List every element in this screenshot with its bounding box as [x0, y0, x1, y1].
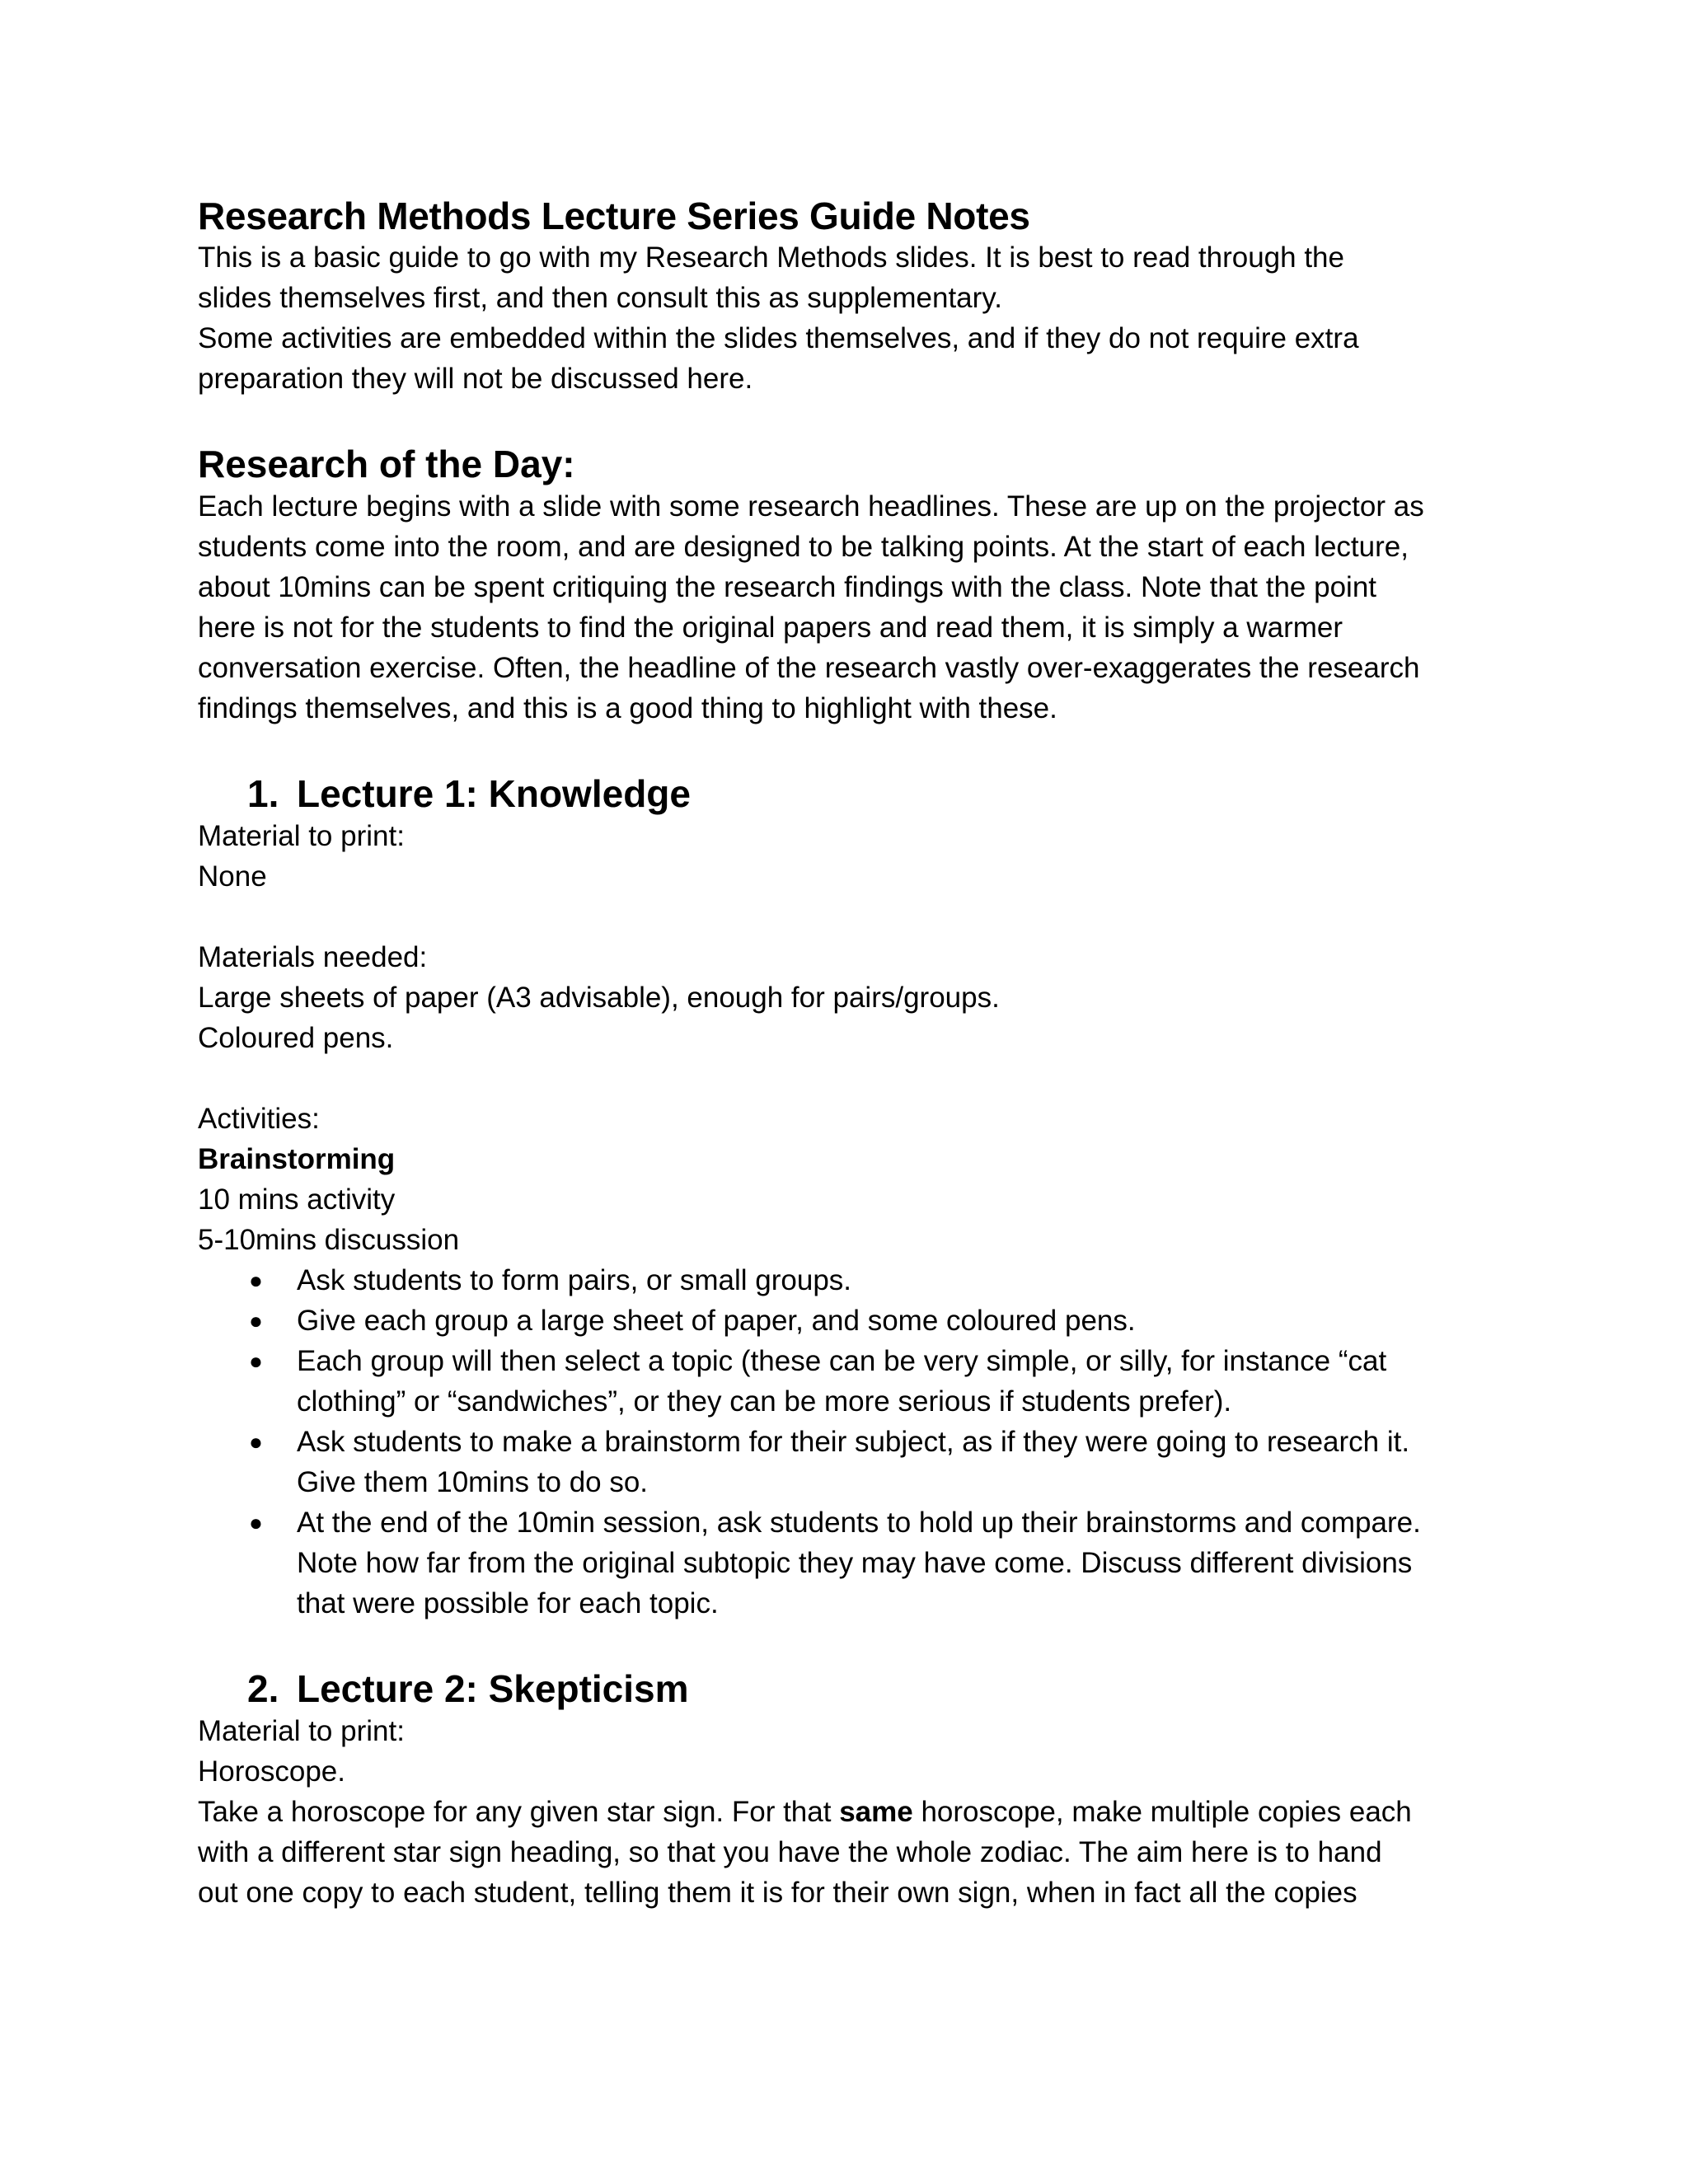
bullet-icon: ●: [249, 1268, 263, 1293]
spacer: [198, 897, 1500, 937]
lecture-2-heading: [198, 1666, 1500, 1711]
list-item-text: clothing” or “sandwiches”, or they can be more serious if students prefer).: [297, 1385, 1232, 1418]
activity-time: 10 mins activity: [198, 1183, 396, 1216]
activity-steps-list: [198, 1260, 1500, 1624]
text-run: horoscope, make multiple copies each: [912, 1796, 1412, 1828]
intro-line: slides themselves first, and then consult this as supplementary.: [198, 282, 1002, 314]
list-item-text: that were possible for each topic.: [297, 1587, 719, 1619]
activity-title: Brainstorming: [198, 1143, 396, 1175]
research-of-day-line: here is not for the students to find the original papers and read them, it is simply a warmer: [198, 612, 1343, 644]
list-item-text: Ask students to form pairs, or small groups.: [297, 1264, 852, 1296]
lecture-1-number: 1.: [247, 772, 279, 815]
lecture-1-title: Lecture 1: Knowledge: [297, 772, 691, 815]
document-title: Research Methods Lecture Series Guide Notes: [198, 194, 1030, 237]
intro-line: Some activities are embedded within the slides themselves, and if they do not require extra: [198, 322, 1359, 354]
document-content: [198, 194, 1500, 1913]
research-of-day-line: about 10mins can be spent critiquing the research findings with the class. Note that the point: [198, 571, 1377, 603]
activities-label: Activities:: [198, 1103, 320, 1135]
intro-line: preparation they will not be discussed here.: [198, 363, 753, 395]
material-to-print-label: Material to print:: [198, 820, 405, 852]
list-item-text: Ask students to make a brainstorm for their subject, as if they were going to research it.: [297, 1426, 1410, 1458]
bullet-icon: ●: [249, 1348, 263, 1374]
material-to-print-value: Horoscope.: [198, 1755, 345, 1788]
list-item-text: Each group will then select a topic (these can be very simple, or silly, for instance “cat: [297, 1345, 1387, 1377]
bullet-icon: ●: [249, 1510, 263, 1535]
list-item: [198, 1341, 1500, 1422]
list-item: [198, 1422, 1500, 1502]
spacer: [198, 1624, 1500, 1666]
research-of-day-heading: Research of the Day:: [198, 443, 575, 485]
list-item-text: Give them 10mins to do so.: [297, 1466, 649, 1498]
research-of-day-line: students come into the room, and are designed to be talking points. At the start of each lecture,: [198, 531, 1409, 563]
list-item-text: Give each group a large sheet of paper, and some coloured pens.: [297, 1305, 1136, 1337]
list-item-text: At the end of the 10min session, ask students to hold up their brainstorms and compare.: [297, 1507, 1421, 1539]
horoscope-instructions-line: [198, 1792, 1500, 1832]
list-item: [198, 1260, 1500, 1301]
lecture-2-number: 2.: [247, 1667, 279, 1710]
materials-needed-label: Materials needed:: [198, 941, 428, 973]
research-of-day-line: conversation exercise. Often, the headline of the research vastly over-exaggerates the research: [198, 652, 1420, 684]
spacer: [198, 1058, 1500, 1099]
text-run: Take a horoscope for any given star sign. For that: [198, 1796, 840, 1828]
horoscope-instructions-line: out one copy to each student, telling them it is for their own sign, when in fact all the copies: [198, 1877, 1357, 1909]
materials-needed-line: Large sheets of paper (A3 advisable), enough for pairs/groups.: [198, 982, 1000, 1014]
spacer: [198, 729, 1500, 771]
intro-line: This is a basic guide to go with my Research Methods slides. It is best to read through the: [198, 241, 1344, 274]
list-item-text: Note how far from the original subtopic they may have come. Discuss different divisions: [297, 1547, 1413, 1579]
material-to-print-label: Material to print:: [198, 1715, 405, 1747]
list-item: [198, 1301, 1500, 1341]
bullet-icon: ●: [249, 1308, 263, 1333]
research-of-day-line: Each lecture begins with a slide with some research headlines. These are up on the projector as: [198, 490, 1424, 523]
research-of-day-line: findings themselves, and this is a good thing to highlight with these.: [198, 692, 1057, 724]
materials-needed-line: Coloured pens.: [198, 1022, 394, 1054]
bullet-icon: ●: [249, 1429, 263, 1455]
discussion-time: 5-10mins discussion: [198, 1224, 460, 1256]
emphasis-same: same: [839, 1796, 913, 1828]
horoscope-instructions-line: with a different star sign heading, so that you have the whole zodiac. The aim here is to hand: [198, 1836, 1382, 1868]
lecture-1-heading: [198, 771, 1500, 816]
lecture-2-title: Lecture 2: Skepticism: [297, 1667, 689, 1710]
spacer: [198, 399, 1500, 442]
material-to-print-value: None: [198, 860, 267, 893]
list-item: [198, 1502, 1500, 1624]
